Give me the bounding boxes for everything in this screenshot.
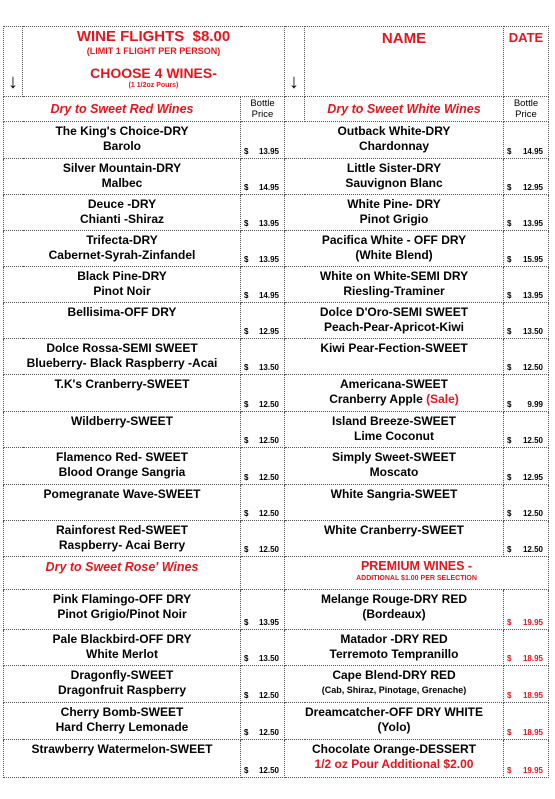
- section-white-wines: Dry to Sweet White Wines: [305, 97, 504, 122]
- wine-name-cell: [285, 485, 504, 521]
- wine-name: White Pine- DRY: [347, 197, 441, 211]
- wine-varietal-text: Hard Cherry Lemonade: [55, 720, 189, 734]
- wine-name: Flamenco Red- SWEET: [55, 450, 189, 464]
- wine-name-cell: [285, 703, 504, 740]
- wine-row: [4, 159, 549, 195]
- wine-varietal-text: White Merlot: [86, 647, 158, 661]
- currency-symbol: $: [244, 327, 249, 336]
- price-cell: [504, 521, 549, 557]
- wine-row: [4, 195, 549, 231]
- wine-name-cell: [4, 122, 241, 159]
- wine-row: [4, 666, 549, 703]
- wine-name-cell: [4, 412, 241, 448]
- wine-name-cell: [285, 412, 504, 448]
- price-cell: [504, 630, 549, 666]
- premium-title: PREMIUM WINES -: [360, 559, 473, 573]
- price-value: 12.50: [522, 436, 543, 445]
- section-header-row: [4, 97, 549, 122]
- wine-name-cell: [4, 630, 241, 666]
- price-value: 12.50: [258, 400, 279, 409]
- wine-varietal: [4, 356, 240, 371]
- wine-name: Trifecta-DRY: [86, 233, 158, 247]
- currency-symbol: $: [244, 363, 249, 372]
- wine-varietal-text: Cabernet-Syrah-Zinfandel: [48, 248, 196, 262]
- price-value: 18.95: [522, 691, 543, 700]
- wine-row: [4, 590, 549, 630]
- limit-note: (LIMIT 1 FLIGHT PER PERSON): [86, 46, 221, 56]
- price-cell: [241, 339, 285, 375]
- wine-varietal-text: Blood Orange Sangria: [58, 465, 186, 479]
- price-cell: [241, 412, 285, 448]
- wine-name: Dolce Rossa-SEMI SWEET: [46, 341, 198, 355]
- price-value: 13.95: [258, 219, 279, 228]
- wine-row: [4, 339, 549, 375]
- section-red-wines: Dry to Sweet Red Wines: [4, 97, 241, 122]
- wine-name: White on White-SEMI DRY: [319, 269, 469, 283]
- wine-name: Island Breeze-SWEET: [331, 414, 457, 428]
- price-cell: [241, 195, 285, 231]
- price-value: 19.95: [522, 618, 543, 627]
- wine-varietal-text: Riesling-Traminer: [343, 284, 445, 298]
- price-cell: [241, 375, 285, 412]
- wine-name-cell: [285, 740, 504, 778]
- currency-symbol: $: [507, 618, 512, 627]
- wine-name-cell: [4, 303, 241, 339]
- price-value: 13.95: [258, 147, 279, 156]
- price-cell: [504, 303, 549, 339]
- down-arrow-icon: ↓: [4, 27, 23, 97]
- wine-name-cell: [285, 231, 504, 267]
- price-cell: [241, 485, 285, 521]
- price-value: 12.95: [522, 473, 543, 482]
- wine-name: Little Sister-DRY: [346, 161, 442, 175]
- currency-symbol: $: [244, 255, 249, 264]
- wine-varietal: [285, 757, 503, 772]
- price-value: 13.95: [258, 255, 279, 264]
- price-cell: [241, 740, 285, 778]
- choose-note: CHOOSE 4 WINES-: [90, 65, 217, 81]
- price-cell: [241, 303, 285, 339]
- wine-name: Cape Blend-DRY RED: [332, 668, 456, 682]
- price-value: 9.99: [527, 400, 543, 409]
- wine-varietal: [285, 176, 503, 191]
- price-cell: [504, 122, 549, 159]
- wine-name-cell: [285, 666, 504, 703]
- currency-symbol: $: [507, 219, 512, 228]
- price-value: 18.95: [522, 728, 543, 737]
- wine-name-cell: [285, 375, 504, 412]
- wine-varietal-text: Chardonnay: [358, 139, 429, 153]
- price-cell: [504, 485, 549, 521]
- currency-symbol: $: [507, 691, 512, 700]
- wine-name-cell: [4, 521, 241, 557]
- wine-varietal: [4, 212, 240, 227]
- header-row: [4, 27, 549, 97]
- wine-name-cell: [4, 195, 241, 231]
- wine-name: Pomegranate Wave-SWEET: [43, 487, 201, 501]
- wine-varietal: [4, 683, 240, 698]
- price-cell: [241, 630, 285, 666]
- currency-symbol: $: [244, 545, 249, 554]
- price-cell: [504, 590, 549, 630]
- wine-varietal-text: Pinot Grigio/Pinot Noir: [57, 607, 187, 621]
- price-value: 13.95: [522, 291, 543, 300]
- wine-name: Strawberry Watermelon-SWEET: [31, 742, 213, 756]
- wine-varietal: [4, 465, 240, 480]
- currency-symbol: $: [244, 436, 249, 445]
- wine-name: Bellisima-OFF DRY: [67, 305, 177, 319]
- pours-note: (1 1/2oz Pours): [128, 82, 179, 89]
- wine-row: [4, 703, 549, 740]
- wine-varietal: [285, 465, 503, 480]
- wine-name-cell: [285, 267, 504, 303]
- wine-row: [4, 630, 549, 666]
- price-value: 19.95: [522, 766, 543, 775]
- wine-varietal-text: 1/2 oz Pour Additional $2.00: [314, 757, 474, 771]
- currency-symbol: $: [507, 728, 512, 737]
- section-premium-wines: [285, 557, 549, 590]
- wine-row: [4, 122, 549, 159]
- section-rose-wines: Dry to Sweet Rose' Wines: [4, 557, 241, 590]
- currency-symbol: $: [507, 147, 512, 156]
- price-value: 12.50: [522, 545, 543, 554]
- price-cell: [504, 666, 549, 703]
- wine-name-cell: [4, 159, 241, 195]
- price-cell: [241, 122, 285, 159]
- price-cell: [504, 159, 549, 195]
- price-cell: [504, 375, 549, 412]
- wine-row: [4, 375, 549, 412]
- price-value: 12.50: [522, 363, 543, 372]
- price-cell: [504, 267, 549, 303]
- wine-name: Cherry Bomb-SWEET: [60, 705, 184, 719]
- price-cell: [504, 231, 549, 267]
- wine-varietal: [285, 607, 503, 622]
- price-value: 13.50: [258, 654, 279, 663]
- wine-name: Outback White-DRY: [337, 124, 451, 138]
- currency-symbol: $: [244, 219, 249, 228]
- wine-name: Pacifica White - OFF DRY: [321, 233, 467, 247]
- name-label: NAME: [305, 27, 504, 97]
- wine-varietal: [4, 139, 240, 154]
- wine-row: [4, 412, 549, 448]
- section-header-row: [4, 557, 549, 590]
- wine-varietal-text: Raspberry- Acai Berry: [58, 538, 186, 552]
- wine-varietal: [285, 212, 503, 227]
- wine-row: [4, 303, 549, 339]
- wine-varietal: [285, 429, 503, 444]
- price-value: 12.50: [258, 436, 279, 445]
- currency-symbol: $: [244, 509, 249, 518]
- wine-varietal: [285, 683, 503, 698]
- wine-row: [4, 485, 549, 521]
- price-value: 12.95: [258, 327, 279, 336]
- price-cell: [241, 267, 285, 303]
- wine-name: Silver Mountain-DRY: [62, 161, 182, 175]
- wine-name-cell: [4, 703, 241, 740]
- wine-name-cell: [4, 485, 241, 521]
- wine-name: Pink Flamingo-OFF DRY: [52, 592, 192, 606]
- currency-symbol: $: [507, 545, 512, 554]
- bottle-price-label: Bottle Price: [241, 97, 285, 122]
- wine-name-cell: [4, 375, 241, 412]
- wine-varietal-text: Barolo: [102, 139, 141, 153]
- wine-name: Chocolate Orange-DESSERT: [311, 742, 477, 756]
- wine-row: [4, 448, 549, 485]
- wine-row: [4, 231, 549, 267]
- price-value: 14.95: [258, 291, 279, 300]
- wine-name: Kiwi Pear-Fection-SWEET: [320, 341, 468, 355]
- currency-symbol: $: [507, 400, 512, 409]
- wine-name-cell: [285, 122, 504, 159]
- price-value: 18.95: [522, 654, 543, 663]
- flight-header: [23, 27, 285, 97]
- wine-name: The King's Choice-DRY: [55, 124, 189, 138]
- wine-varietal-text: (Yolo): [377, 720, 411, 734]
- wine-name-cell: [285, 303, 504, 339]
- currency-symbol: $: [507, 509, 512, 518]
- currency-symbol: $: [244, 183, 249, 192]
- price-value: 12.50: [258, 473, 279, 482]
- wine-name: White Cranberry-SWEET: [323, 523, 464, 537]
- wine-varietal: [285, 720, 503, 735]
- wine-name: Deuce -DRY: [87, 197, 157, 211]
- price-value: 14.95: [522, 147, 543, 156]
- currency-symbol: $: [244, 291, 249, 300]
- price-value: 12.50: [258, 728, 279, 737]
- wine-name: T.K's Cranberry-SWEET: [54, 377, 190, 391]
- wine-name-cell: [4, 740, 241, 778]
- wine-name-cell: [4, 231, 241, 267]
- wine-varietal: [4, 647, 240, 662]
- currency-symbol: $: [507, 473, 512, 482]
- wine-varietal-text: (Cab, Shiraz, Pinotage, Grenache): [321, 685, 467, 695]
- wine-name: Melange Rouge-DRY RED: [320, 592, 467, 606]
- wine-name: Dolce D'Oro-SEMI SWEET: [319, 305, 469, 319]
- wine-varietal-text: Sauvignon Blanc: [345, 176, 443, 190]
- wine-varietal-text: Chianti -Shiraz: [79, 212, 164, 226]
- price-cell: [504, 448, 549, 485]
- price-cell: [241, 590, 285, 630]
- currency-symbol: $: [507, 654, 512, 663]
- price-value: 15.95: [522, 255, 543, 264]
- price-cell: [241, 666, 285, 703]
- price-value: 12.50: [522, 509, 543, 518]
- price-cell: [504, 412, 549, 448]
- wine-name: White Sangria-SWEET: [330, 487, 458, 501]
- wine-varietal-text: Dragonfruit Raspberry: [57, 683, 187, 697]
- wine-name-cell: [4, 590, 241, 630]
- wine-varietal: [285, 139, 503, 154]
- currency-symbol: $: [507, 255, 512, 264]
- currency-symbol: $: [244, 400, 249, 409]
- wine-varietal-text: (White Blend): [355, 248, 433, 262]
- wine-name-cell: [285, 195, 504, 231]
- bottle-price-label: Bottle Price: [504, 97, 549, 122]
- wine-name-cell: [4, 267, 241, 303]
- currency-symbol: $: [507, 183, 512, 192]
- currency-symbol: $: [507, 363, 512, 372]
- price-value: 13.50: [522, 327, 543, 336]
- wine-name-cell: [285, 521, 504, 557]
- price-value: 12.95: [522, 183, 543, 192]
- wine-varietal-text: Cranberry Apple: [329, 392, 423, 406]
- price-value: 12.50: [258, 691, 279, 700]
- price-cell: [504, 740, 549, 778]
- price-value: 13.95: [522, 219, 543, 228]
- down-arrow-icon: ↓: [285, 27, 305, 97]
- date-label: DATE: [504, 27, 549, 97]
- wine-varietal: [4, 538, 240, 553]
- wine-varietal: [4, 720, 240, 735]
- wine-varietal-text: Malbec: [101, 176, 143, 190]
- price-cell: [241, 159, 285, 195]
- currency-symbol: $: [244, 618, 249, 627]
- wine-varietal-text: (Bordeaux): [362, 607, 426, 621]
- wine-name-cell: [4, 339, 241, 375]
- price-value: 14.95: [258, 183, 279, 192]
- wine-varietal-text: Blueberry- Black Raspberry -Acai: [26, 356, 218, 370]
- wine-row: [4, 740, 549, 778]
- wine-varietal-text: Pinot Noir: [93, 284, 151, 298]
- price-value: 13.50: [258, 363, 279, 372]
- price-cell: [241, 521, 285, 557]
- wine-row: [4, 267, 549, 303]
- wine-name: Matador -DRY RED: [340, 632, 448, 646]
- wine-flight-menu-table: [3, 26, 549, 778]
- currency-symbol: $: [244, 147, 249, 156]
- wine-varietal: [285, 320, 503, 335]
- wine-varietal-text: Peach-Pear-Apricot-Kiwi: [323, 320, 465, 334]
- wine-varietal-text: Lime Coconut: [354, 429, 434, 443]
- price-value: 12.50: [258, 545, 279, 554]
- price-value: 13.95: [258, 618, 279, 627]
- wine-varietal: [4, 176, 240, 191]
- wine-varietal: [4, 248, 240, 263]
- price-value: 12.50: [258, 766, 279, 775]
- currency-symbol: $: [244, 654, 249, 663]
- wine-name-cell: [285, 159, 504, 195]
- wine-varietal: [4, 284, 240, 299]
- wine-varietal-text: Terremoto Tempranillo: [329, 647, 459, 661]
- wine-varietal-text: Moscato: [369, 465, 419, 479]
- price-cell: [241, 231, 285, 267]
- wine-name: Dragonfly-SWEET: [70, 668, 174, 682]
- wine-name: Dreamcatcher-OFF DRY WHITE: [304, 705, 484, 719]
- wine-name-cell: [285, 448, 504, 485]
- wine-varietal: [285, 392, 503, 407]
- currency-symbol: $: [244, 473, 249, 482]
- wine-name: Pale Blackbird-OFF DRY: [52, 632, 192, 646]
- wine-name-cell: [4, 448, 241, 485]
- price-cell: [504, 703, 549, 740]
- wine-name-cell: [285, 339, 504, 375]
- wine-name: Americana-SWEET: [339, 377, 449, 391]
- price-value: 12.50: [258, 509, 279, 518]
- currency-symbol: $: [507, 436, 512, 445]
- currency-symbol: $: [507, 291, 512, 300]
- wine-varietal: [285, 284, 503, 299]
- price-cell: [504, 195, 549, 231]
- sale-badge: (Sale): [426, 392, 459, 406]
- currency-symbol: $: [244, 728, 249, 737]
- page-title: WINE FLIGHTS $8.00: [76, 28, 231, 45]
- wine-name-cell: [285, 590, 504, 630]
- wine-name: Black Pine-DRY: [77, 269, 167, 283]
- wine-varietal-text: Pinot Grigio: [359, 212, 429, 226]
- currency-symbol: $: [244, 766, 249, 775]
- wine-varietal: [4, 607, 240, 622]
- wine-varietal: [285, 647, 503, 662]
- currency-symbol: $: [507, 327, 512, 336]
- price-cell: [241, 448, 285, 485]
- wine-name: Rainforest Red-SWEET: [55, 523, 188, 537]
- wine-name-cell: [4, 666, 241, 703]
- price-cell: [241, 703, 285, 740]
- wine-name-cell: [285, 630, 504, 666]
- wine-row: [4, 521, 549, 557]
- wine-varietal: [285, 248, 503, 263]
- currency-symbol: $: [244, 691, 249, 700]
- currency-symbol: $: [507, 766, 512, 775]
- wine-name: Simply Sweet-SWEET: [331, 450, 457, 464]
- wine-name: Wildberry-SWEET: [71, 414, 173, 428]
- premium-note: ADDITIONAL $1.00 PER SELECTION: [356, 575, 477, 582]
- price-cell: [504, 339, 549, 375]
